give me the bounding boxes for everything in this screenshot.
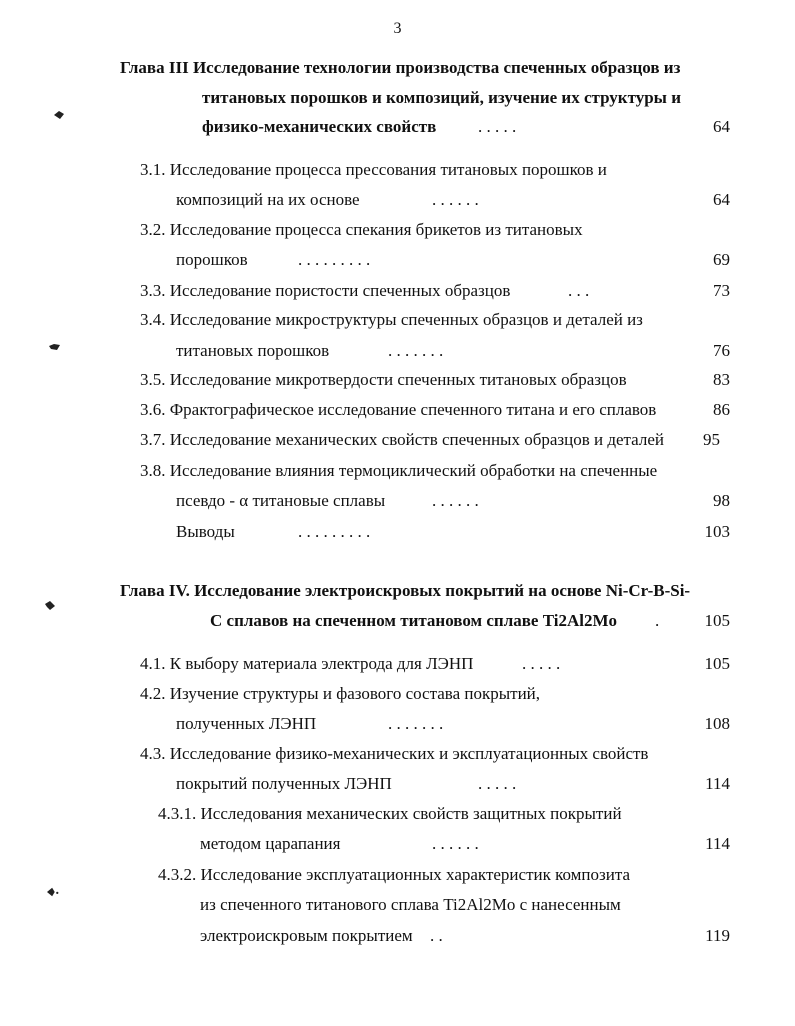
toc-4-3-1-line1: 4.3.1. Исследования механических свойств защитных покрытий <box>158 804 622 823</box>
toc-3-5-line1: 3.5. Исследование микротвердости спеченных титановых образцов <box>140 370 627 389</box>
toc-3-6-page: 86 <box>713 400 730 419</box>
toc-3-4-line1: 3.4. Исследование микроструктуры спеченных образцов и деталей из <box>140 310 643 329</box>
toc-3-2-page: 69 <box>713 250 730 269</box>
toc-4-1-page: 105 <box>704 654 730 673</box>
toc-3-8-dots: . . . . . . <box>432 491 479 510</box>
chapter4-title-line1: Глава IV. Исследование электроискровых покрытий на основе Ni-Cr-B-Si- <box>120 581 691 600</box>
chapter4-leader-dots: . <box>655 611 660 630</box>
chapter4-title-line2: С сплавов на спеченном титановом сплаве Ti2Al2Mo <box>210 611 618 630</box>
toc-3-8-page: 98 <box>713 491 730 510</box>
toc-4-3-dots: . . . . . <box>478 774 517 793</box>
toc-3-1-line1: 3.1. Исследование процесса прессования титановых порошков и <box>140 160 607 179</box>
toc-4-3-1-dots: . . . . . . <box>432 834 479 853</box>
toc-4-3-line1: 4.3. Исследование физико-механических и эксплуатационных свойств <box>140 744 649 763</box>
toc-3-6-line1: 3.6. Фрактографическое исследование спеченного титана и его сплавов <box>140 400 657 419</box>
scan-mark-2 <box>49 342 61 352</box>
toc-3-7-page: 95 <box>703 430 720 449</box>
toc-3-1-page: 64 <box>713 190 730 209</box>
toc-3-5-page: 83 <box>713 370 730 389</box>
chapter3-page: 64 <box>713 117 730 136</box>
toc-4-3-2-line1: 4.3.2. Исследование эксплуатационных характеристик композита <box>158 865 631 884</box>
toc-3-3-page: 73 <box>713 281 730 300</box>
conclusions-dots: . . . . . . . . . <box>298 522 371 541</box>
toc-4-1-dots: . . . . . <box>522 654 561 673</box>
toc-3-8-line2: псевдо - α титановые сплавы <box>176 491 386 510</box>
toc-3-4-line2: титановых порошков <box>176 341 330 360</box>
toc-3-2-line1: 3.2. Исследование процесса спекания брикетов из титановых <box>140 220 583 239</box>
toc-4-2-dots: . . . . . . . <box>388 714 444 733</box>
page-number: 3 <box>393 20 402 37</box>
toc-3-7-line1: 3.7. Исследование механических свойств спеченных образцов и деталей <box>140 430 664 449</box>
chapter3-title-line1: Глава III Исследование технологии производства спеченных образцов из <box>120 58 681 77</box>
toc-3-2-line2: порошков <box>176 250 248 269</box>
toc-3-3-line1: 3.3. Исследование пористости спеченных образцов <box>140 281 511 300</box>
toc-4-3-page: 114 <box>705 774 730 793</box>
toc-3-1-dots: . . . . . . <box>432 190 479 209</box>
toc-4-2-page: 108 <box>704 714 730 733</box>
toc-3-4-page: 76 <box>713 341 730 360</box>
chapter3-title-line3: физико-механических свойств <box>202 117 437 136</box>
toc-4-3-1-page: 114 <box>705 834 730 853</box>
scan-mark-4 <box>47 887 59 897</box>
toc-4-3-1-line2: методом царапания <box>200 834 341 853</box>
chapter3-title-line2: титановых порошков и композиций, изучение их структуры и <box>202 88 681 107</box>
toc-4-3-2-page: 119 <box>705 926 730 945</box>
toc-4-2-line2: полученных ЛЭНП <box>176 714 317 733</box>
toc-4-3-line2: покрытий полученных ЛЭНП <box>176 774 392 793</box>
scan-mark-3 <box>44 601 56 611</box>
toc-3-3-dots: . . . <box>568 281 590 300</box>
toc-3-1-line2: композиций на их основе <box>176 190 360 209</box>
scan-mark-1 <box>53 110 65 120</box>
toc-3-8-line1: 3.8. Исследование влияния термоциклический обработки на спеченные <box>140 461 658 480</box>
toc-3-4-dots: . . . . . . . <box>388 341 444 360</box>
conclusions-label: Выводы <box>176 522 235 541</box>
toc-4-2-line1: 4.2. Изучение структуры и фазового состава покрытий, <box>140 684 541 703</box>
toc-4-3-2-line2: из спеченного титанового сплава Ti2Al2Mo с нанесенным <box>200 895 621 914</box>
chapter4-page: 105 <box>704 611 730 630</box>
toc-3-2-dots: . . . . . . . . . <box>298 250 371 269</box>
chapter3-leader-dots: . . . . . <box>478 117 517 136</box>
toc-4-3-2-line3: электроискровым покрытием <box>200 926 413 945</box>
toc-4-3-2-dots: . . <box>430 926 443 945</box>
conclusions-page: 103 <box>704 522 730 541</box>
toc-4-1-line1: 4.1. К выбору материала электрода для ЛЭНП <box>140 654 474 673</box>
